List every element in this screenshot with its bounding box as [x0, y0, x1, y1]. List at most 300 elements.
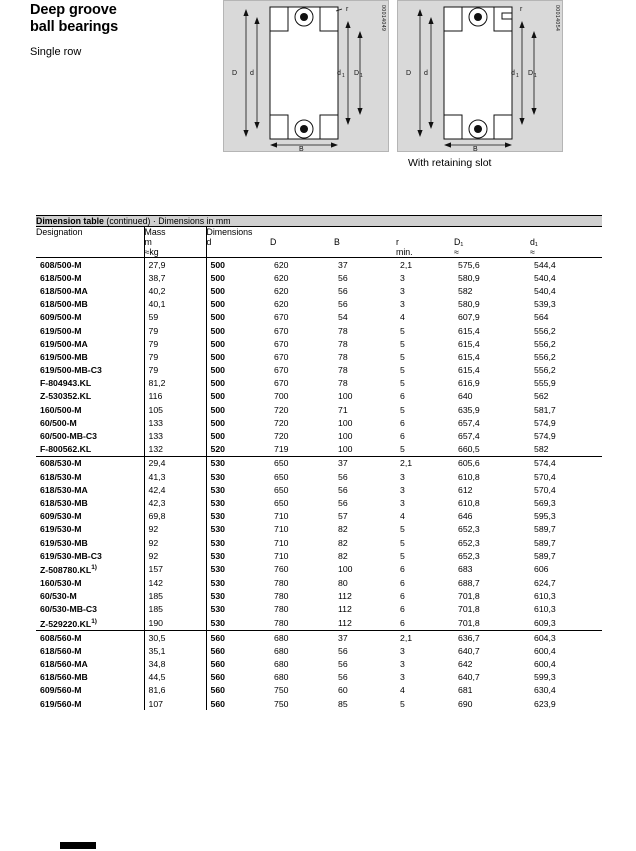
page-title	[30, 2, 215, 36]
cell-D1: 690	[458, 698, 473, 709]
cell-desig: 60/500-M	[36, 416, 144, 429]
cell-D1: 582	[458, 285, 473, 296]
cell-D: 680	[274, 659, 289, 669]
cell-desig: 608/560-M	[36, 631, 144, 645]
cell-d1: 556,2	[534, 351, 556, 362]
cell-B: 56	[338, 659, 348, 669]
cell-d1: 589,7	[534, 524, 556, 535]
table-header-row-3	[36, 247, 602, 258]
cell-d: 500	[210, 404, 225, 415]
cell-d1: 589,7	[534, 537, 556, 548]
cell-d1: 556,2	[534, 338, 556, 349]
cell-d1: 609,3	[534, 617, 556, 628]
cell-D1: 652,3	[458, 524, 480, 535]
cell-m: 92	[144, 536, 206, 549]
cell-desig: 618/500-MA	[36, 284, 144, 297]
table-row	[36, 523, 602, 536]
cell-m: 133	[144, 416, 206, 429]
cell-B: 71	[338, 404, 348, 415]
table-row	[36, 350, 602, 363]
cell-d: 530	[210, 484, 225, 495]
cell-m: 92	[144, 549, 206, 562]
cell-d1: 556,2	[534, 365, 556, 376]
table-row	[36, 416, 602, 429]
cell-D: 720	[274, 417, 289, 428]
cell-m: 132	[144, 443, 206, 457]
cell-d1: 574,4	[530, 456, 602, 470]
cell-D: 670	[274, 351, 289, 362]
table-row	[36, 403, 602, 416]
col-header-d: d	[206, 237, 212, 247]
cell-desig: 618/560-M	[36, 644, 144, 657]
cell-B: 112	[338, 617, 352, 628]
cell-r: 6	[400, 417, 405, 428]
cell-B: 100	[338, 563, 353, 574]
table-row	[36, 697, 602, 710]
table-row	[36, 616, 602, 631]
cell-r: 3	[400, 471, 405, 482]
cell-r: 3	[400, 659, 405, 669]
table-row	[36, 590, 602, 603]
cell-desig: 160/500-M	[36, 403, 144, 416]
cell-d1: 544,4	[530, 258, 602, 272]
cell-B: 78	[338, 325, 348, 336]
cell-d: 530	[206, 456, 270, 470]
cell-m: 142	[144, 576, 206, 589]
cell-D1: 575,6	[454, 258, 530, 272]
cell-B: 100	[338, 444, 353, 455]
cell-D1: 580,9	[458, 272, 480, 283]
cell-desig: F-804943.KL	[36, 377, 144, 390]
table-row	[36, 510, 602, 523]
dimension-table-wrap	[36, 215, 602, 710]
cell-D1: 607,9	[458, 312, 480, 323]
cell-D1: 640	[458, 391, 473, 402]
cell-m: 42,4	[144, 483, 206, 496]
cell-D: 710	[274, 524, 289, 535]
cell-B: 78	[338, 338, 348, 349]
cell-D: 670	[274, 312, 289, 323]
cell-B: 100	[338, 391, 353, 402]
cell-m: 38,7	[144, 271, 206, 284]
svg-text:D: D	[232, 70, 238, 77]
cell-d: 500	[210, 391, 225, 402]
svg-text:d: d	[250, 70, 254, 77]
cell-d1: 623,9	[534, 698, 556, 709]
cell-B: 60	[338, 685, 348, 696]
cell-m: 79	[144, 350, 206, 363]
cell-d1: 606	[534, 563, 549, 574]
table-header-row-2	[36, 237, 602, 247]
cell-D1: 642	[458, 659, 473, 669]
svg-text:r: r	[346, 6, 349, 13]
cell-r: 5	[400, 338, 405, 349]
cell-m: 79	[144, 364, 206, 377]
cell-d: 530	[210, 617, 225, 628]
cell-B: 112	[338, 604, 352, 615]
cell-r: 5	[400, 537, 405, 548]
cell-d1: 604,3	[530, 631, 602, 645]
cell-D: 719	[274, 444, 289, 455]
cell-D: 750	[274, 698, 289, 709]
cell-r: 3	[400, 497, 405, 508]
cell-d1: 610,3	[534, 591, 556, 602]
cell-B: 82	[338, 524, 348, 535]
col-header-m: m	[144, 237, 206, 247]
cell-r: 4	[400, 511, 405, 522]
cell-D1: 660,5	[458, 444, 480, 455]
cell-d1: 562	[534, 391, 549, 402]
cell-D: 780	[274, 604, 289, 615]
table-head-group	[36, 216, 602, 258]
cell-m: 30,5	[144, 631, 206, 645]
cell-desig: 619/500-MB	[36, 350, 144, 363]
cell-r: 6	[400, 563, 405, 574]
cell-D: 650	[274, 471, 289, 482]
table-row	[36, 603, 602, 616]
page-header	[0, 0, 636, 176]
cell-r: 5	[400, 378, 405, 389]
figure-code-2: 00014054	[554, 5, 560, 32]
cell-desig: Z-530352.KL	[36, 390, 144, 403]
table-row	[36, 443, 602, 457]
title-block	[0, 0, 215, 58]
cell-B: 56	[338, 299, 348, 310]
cell-D1: 701,8	[458, 617, 480, 628]
cell-d1: 599,3	[534, 672, 556, 683]
cell-r: 3	[400, 672, 405, 683]
cell-r: 5	[400, 404, 405, 415]
cell-D1: 688,7	[458, 577, 480, 588]
cell-D: 650	[270, 456, 334, 470]
cell-d: 500	[210, 325, 225, 336]
cell-d: 500	[210, 338, 225, 349]
cell-m: 44,5	[144, 671, 206, 684]
svg-text:1: 1	[516, 73, 519, 79]
cell-d: 530	[210, 511, 225, 522]
cell-r: 5	[400, 444, 405, 455]
table-row	[36, 631, 602, 645]
cell-m: 29,4	[144, 456, 206, 470]
cell-d: 500	[210, 299, 225, 310]
cell-d1: 600,4	[534, 659, 556, 669]
cell-B: 80	[338, 577, 348, 588]
cell-d: 500	[210, 365, 225, 376]
cell-d1: 589,7	[534, 550, 556, 561]
cell-d1: 574,9	[534, 431, 556, 442]
cell-B: 56	[338, 285, 348, 296]
cell-r: 2,1	[396, 258, 454, 272]
cell-d: 560	[210, 672, 225, 683]
cell-desig: Z-508780.KL$^{1)}$	[36, 562, 144, 576]
cell-desig: 618/530-M	[36, 470, 144, 483]
table-header-row-1	[36, 227, 602, 238]
cell-D1: 636,7	[454, 631, 530, 645]
col-header-blank-1	[36, 237, 144, 247]
svg-text:B: B	[299, 146, 304, 153]
cell-m: 27,9	[144, 258, 206, 272]
cell-d: 530	[210, 524, 225, 535]
cell-d: 530	[210, 563, 225, 574]
table-row	[36, 549, 602, 562]
cell-d: 500	[210, 417, 225, 428]
table-row	[36, 483, 602, 496]
cell-B: 100	[338, 417, 353, 428]
cell-d: 500	[206, 258, 270, 272]
cell-desig: 160/530-M	[36, 576, 144, 589]
cell-D1: 580,9	[458, 299, 480, 310]
figure-code-1: 00014049	[380, 5, 386, 32]
cell-m: 81,6	[144, 684, 206, 697]
footnote-marker: 1)	[91, 563, 97, 571]
cell-D1: 612	[458, 484, 473, 495]
col-header-mass: Mass	[144, 227, 206, 238]
cell-D1: 640,7	[458, 672, 480, 683]
bearing-section-figure-plain	[223, 0, 389, 152]
cell-desig: Z-529220.KL$^{1)}$	[36, 616, 144, 631]
cell-D: 710	[274, 511, 289, 522]
col-header-kg: ≈kg	[144, 247, 206, 258]
cell-d: 500	[210, 351, 225, 362]
cell-m: 79	[144, 337, 206, 350]
cell-desig: 60/530-M	[36, 590, 144, 603]
table-row	[36, 377, 602, 390]
table-row	[36, 324, 602, 337]
cell-r: 6	[400, 591, 405, 602]
cell-D: 750	[274, 685, 289, 696]
table-row	[36, 496, 602, 509]
cell-d1: 570,4	[534, 484, 556, 495]
cell-D1: 657,4	[458, 431, 480, 442]
cell-m: 42,3	[144, 496, 206, 509]
cell-D: 680	[274, 645, 289, 656]
cell-D: 760	[274, 563, 289, 574]
cell-D1: 657,4	[458, 417, 480, 428]
table-row	[36, 337, 602, 350]
col-header-designation: Designation	[36, 227, 144, 238]
cell-m: 185	[144, 603, 206, 616]
table-row	[36, 644, 602, 657]
cell-desig: 619/500-M	[36, 324, 144, 337]
col-header-D1: D₁	[454, 237, 464, 247]
svg-text:d: d	[511, 70, 515, 77]
cell-d1: 582	[534, 444, 549, 455]
cell-D: 670	[274, 378, 289, 389]
col-header-blank-4	[270, 247, 334, 258]
cell-D1: 615,4	[458, 365, 480, 376]
col-header-dimensions: Dimensions	[206, 227, 253, 237]
cell-D1: 615,4	[458, 338, 480, 349]
col-header-blank-2	[36, 247, 144, 258]
cell-D1: 652,3	[458, 537, 480, 548]
col-header-blank-5	[334, 247, 396, 258]
col-header-B: B	[334, 237, 340, 247]
cell-d: 530	[210, 550, 225, 561]
table-row	[36, 429, 602, 442]
cell-B: 78	[338, 351, 348, 362]
cell-d1: 610,3	[534, 604, 556, 615]
cell-r: 3	[400, 272, 405, 283]
cell-B: 56	[338, 645, 348, 656]
table-row	[36, 271, 602, 284]
figure-group	[223, 0, 563, 152]
table-band-title-note: (continued) · Dimensions in mm	[106, 216, 231, 226]
cell-D: 620	[270, 258, 334, 272]
cell-r: 5	[400, 698, 405, 709]
cell-desig: 619/500-MB-C3	[36, 364, 144, 377]
cell-D1: 681	[458, 685, 473, 696]
cell-B: 56	[338, 272, 348, 283]
cell-desig: 618/560-MB	[36, 671, 144, 684]
cell-m: 69,8	[144, 510, 206, 523]
footnote-marker: 1)	[91, 617, 97, 625]
cell-r: 6	[400, 577, 405, 588]
cell-d: 560	[210, 645, 225, 656]
cell-m: 92	[144, 523, 206, 536]
figure-caption-retaining-slot: With retaining slot	[408, 157, 492, 169]
cell-m: 185	[144, 590, 206, 603]
cell-m: 105	[144, 403, 206, 416]
table-row	[36, 536, 602, 549]
cell-desig: 609/560-M	[36, 684, 144, 697]
cell-m: 40,2	[144, 284, 206, 297]
cell-D: 650	[274, 497, 289, 508]
cell-desig: 619/530-MB-C3	[36, 549, 144, 562]
cell-d1: 555,9	[534, 378, 556, 389]
cell-d1: 539,3	[534, 299, 556, 310]
svg-text:D: D	[406, 70, 412, 77]
cell-r: 6	[400, 391, 405, 402]
cell-D: 720	[274, 404, 289, 415]
table-row	[36, 576, 602, 589]
cell-D: 680	[270, 631, 334, 645]
cell-d1: 630,4	[534, 685, 556, 696]
bearing-drawing-2	[398, 1, 564, 153]
cell-D: 670	[274, 338, 289, 349]
cell-desig: 608/500-M	[36, 258, 144, 272]
cell-r: 3	[400, 484, 405, 495]
cell-B: 82	[338, 550, 348, 561]
cell-D: 670	[274, 365, 289, 376]
cell-m: 157	[144, 562, 206, 576]
cell-d1: 600,4	[534, 645, 556, 656]
cell-d: 530	[210, 471, 225, 482]
cell-d: 530	[210, 537, 225, 548]
page-footer-mark	[60, 842, 96, 849]
cell-r: 5	[400, 524, 405, 535]
svg-text:1: 1	[342, 73, 345, 79]
cell-B: 54	[338, 312, 348, 323]
cell-m: 35,1	[144, 644, 206, 657]
page-title-line2: ball bearings	[30, 19, 119, 36]
cell-m: 190	[144, 616, 206, 631]
cell-desig: 608/530-M	[36, 456, 144, 470]
cell-D: 700	[274, 391, 289, 402]
cell-m: 79	[144, 324, 206, 337]
cell-d1: 556,2	[534, 325, 556, 336]
cell-D: 650	[274, 484, 289, 495]
cell-r: 4	[400, 685, 405, 696]
cell-B: 56	[338, 497, 348, 508]
cell-D: 710	[274, 537, 289, 548]
cell-D: 680	[274, 672, 289, 683]
cell-desig: 619/500-MA	[36, 337, 144, 350]
bearing-section-figure-retaining-slot	[397, 0, 563, 152]
table-row	[36, 258, 602, 272]
table-band-title: Dimension table	[36, 216, 104, 226]
cell-B: 37	[334, 631, 396, 645]
cell-r: 5	[400, 325, 405, 336]
cell-B: 85	[338, 698, 348, 709]
cell-B: 78	[338, 378, 348, 389]
cell-d: 500	[210, 285, 225, 296]
cell-desig: 619/530-M	[36, 523, 144, 536]
svg-text:r: r	[520, 6, 523, 13]
cell-B: 57	[338, 511, 348, 522]
cell-d: 530	[210, 497, 225, 508]
cell-D1: 635,9	[458, 404, 480, 415]
col-header-r: r	[396, 237, 399, 247]
cell-d: 500	[210, 378, 225, 389]
cell-d: 500	[210, 272, 225, 283]
cell-m: 107	[144, 697, 206, 710]
cell-B: 56	[338, 484, 348, 495]
svg-text:1: 1	[534, 73, 537, 79]
svg-text:D: D	[528, 70, 534, 77]
cell-d1: 570,4	[534, 471, 556, 482]
cell-D: 620	[274, 299, 289, 310]
col-header-r-min: min.	[396, 247, 413, 257]
table-row	[36, 364, 602, 377]
col-header-d1: d₁	[530, 237, 538, 247]
cell-D1: 683	[458, 563, 473, 574]
cell-desig: 60/530-MB-C3	[36, 603, 144, 616]
table-row	[36, 470, 602, 483]
cell-r: 5	[400, 351, 405, 362]
cell-d: 560	[210, 659, 225, 669]
cell-r: 6	[400, 431, 405, 442]
cell-d1: 624,7	[534, 577, 556, 588]
svg-text:d: d	[424, 70, 428, 77]
cell-r: 3	[400, 285, 405, 296]
cell-m: 34,8	[144, 657, 206, 670]
cell-desig: 618/500-MB	[36, 298, 144, 311]
cell-D1: 640,7	[458, 645, 480, 656]
cell-D1: 646	[458, 511, 473, 522]
cell-d: 560	[210, 698, 225, 709]
table-row	[36, 311, 602, 324]
cell-D: 620	[274, 272, 289, 283]
cell-desig: 619/560-M	[36, 697, 144, 710]
cell-desig: 618/500-M	[36, 271, 144, 284]
cell-d: 530	[210, 577, 225, 588]
cell-d: 560	[206, 631, 270, 645]
cell-D: 620	[274, 285, 289, 296]
cell-desig: 618/560-MA	[36, 657, 144, 670]
cell-d1: 564	[534, 312, 549, 323]
cell-D1: 701,8	[458, 604, 480, 615]
cell-d: 530	[210, 604, 225, 615]
col-header-blank-3	[206, 247, 270, 258]
cell-d1: 540,4	[534, 272, 556, 283]
table-band-title-row	[36, 216, 602, 227]
cell-r: 3	[400, 645, 405, 656]
col-header-D: D	[270, 237, 277, 247]
dimension-table	[36, 215, 602, 710]
col-header-d1-approx: ≈	[530, 247, 535, 257]
cell-D: 710	[274, 550, 289, 561]
cell-D: 780	[274, 617, 289, 628]
